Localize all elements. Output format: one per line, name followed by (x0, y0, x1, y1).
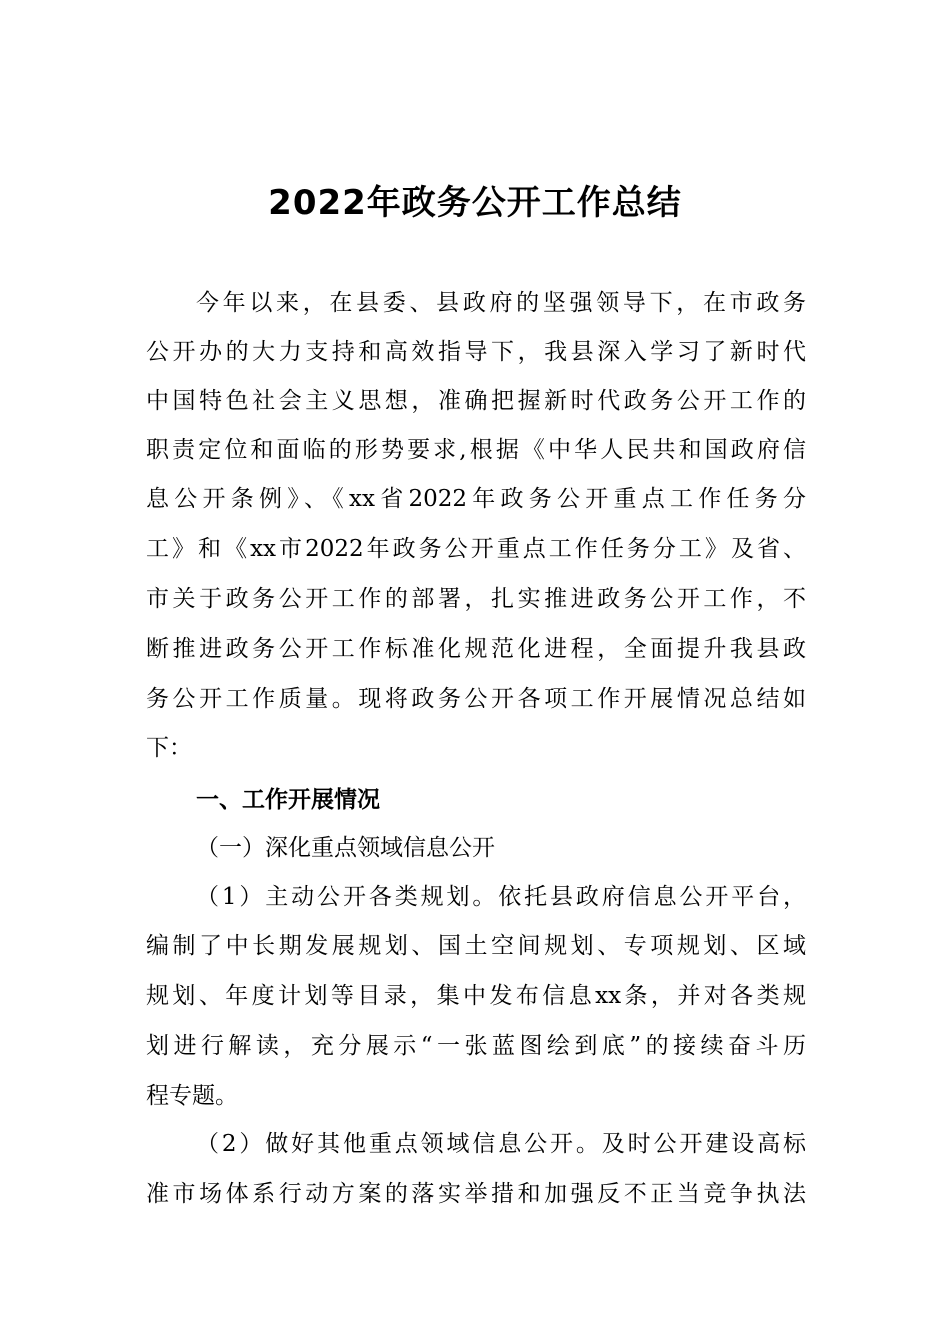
body-line: 断推进政务公开工作标准化规范化进程，全面提升我县政 (146, 636, 806, 662)
body-line: 市关于政务公开工作的部署，扎实推进政务公开工作，不 (146, 586, 806, 612)
body-line: 务公开工作质量。现将政务公开各项工作开展情况总结如 (146, 686, 806, 712)
body-line: 工》和《xx市2022年政务公开重点工作任务分工》及省、 (146, 536, 806, 562)
section-heading: 一、工作开展情况 (196, 787, 380, 813)
body-line: 程专题。 (146, 1083, 238, 1109)
body-line: （2）做好其他重点领域信息公开。及时公开建设高标 (196, 1131, 806, 1157)
body-line: 规划、年度计划等目录，集中发布信息xx条，并对各类规 (146, 983, 806, 1009)
body-line: 下： (146, 735, 192, 761)
body-line: 公开办的大力支持和高效指导下，我县深入学习了新时代 (146, 339, 806, 365)
subsection-heading: （一）深化重点领域信息公开 (196, 835, 495, 861)
body-line: 今年以来，在县委、县政府的坚强领导下，在市政务 (196, 290, 806, 316)
document-title: 2022年政务公开工作总结 (268, 183, 682, 223)
body-line: 划进行解读，充分展示“一张蓝图绘到底”的接续奋斗历 (146, 1033, 806, 1059)
body-line: （1）主动公开各类规划。依托县政府信息公开平台， (196, 884, 806, 910)
body-line: 息公开条例》、《xx省2022年政务公开重点工作任务分 (146, 486, 806, 512)
body-line: 编制了中长期发展规划、国土空间规划、专项规划、区域 (146, 933, 806, 959)
body-line: 中国特色社会主义思想，准确把握新时代政务公开工作的 (146, 388, 806, 414)
body-line: 准市场体系行动方案的落实举措和加强反不正当竞争执法 (146, 1181, 806, 1207)
body-line: 职责定位和面临的形势要求,根据《中华人民共和国政府信 (146, 437, 806, 463)
